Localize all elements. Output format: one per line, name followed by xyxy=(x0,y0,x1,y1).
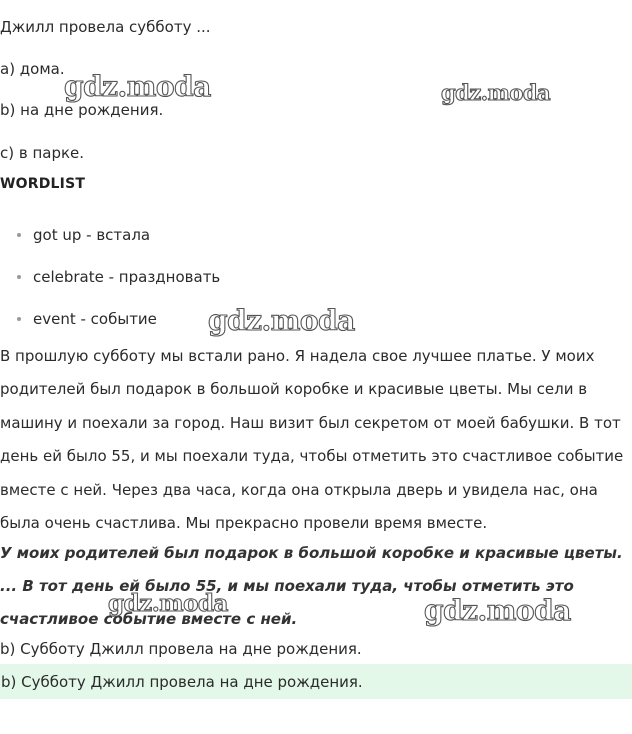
option-b: b) на дне рождения. xyxy=(0,101,164,119)
wordlist xyxy=(14,220,220,346)
wordlist-item xyxy=(14,262,220,304)
answer-text: b) Субботу Джилл провела на дне рождения. xyxy=(0,640,362,658)
bullet-icon xyxy=(17,317,21,321)
quote-paragraph: У моих родителей был подарок в большой коробке и красивые цветы. ... В тот день ей было 55, и мы поехали туда, чтобы отметить это счастливое событие вместе с ней. xyxy=(0,544,623,628)
wordlist-item xyxy=(14,220,220,262)
wordlist-item-text: got up - встала xyxy=(33,226,151,244)
watermark-logo: gdz.moda xyxy=(64,70,211,103)
bullet-icon xyxy=(17,275,21,279)
watermark-logo: gdz.moda xyxy=(108,590,228,617)
option-c: c) в парке. xyxy=(0,144,85,162)
correct-answer-text: b) Субботу Джилл провела на дне рождения. xyxy=(1,673,363,691)
watermark-logo: gdz.moda xyxy=(208,304,355,337)
wordlist-item-text: celebrate - праздновать xyxy=(33,268,221,286)
wordlist-heading: WORDLIST xyxy=(0,176,86,192)
question-text: Джилл провела субботу ... xyxy=(0,18,211,36)
bullet-icon xyxy=(17,233,21,237)
watermark-logo: gdz.moda xyxy=(424,594,571,627)
story-paragraph: В прошлую субботу мы встали рано. Я надела свое лучшее платье. У моих родителей был подарок в большой коробке и красивые цветы. Мы сели в машину и поехали за город. Наш визит был секретом от моей бабушки. В тот день ей было 55, и мы поехали туда, чтобы отметить это счастливое событие вместе с ней. Через два часа, когда она открыла дверь и увидела нас, она была очень счастлива. Мы прекрасно провели время вместе. xyxy=(0,347,624,533)
watermark-logo: gdz.moda xyxy=(441,80,551,105)
wordlist-item-text: event - событие xyxy=(33,310,157,328)
correct-answer-box xyxy=(0,664,632,699)
option-a: a) дома. xyxy=(0,60,65,78)
